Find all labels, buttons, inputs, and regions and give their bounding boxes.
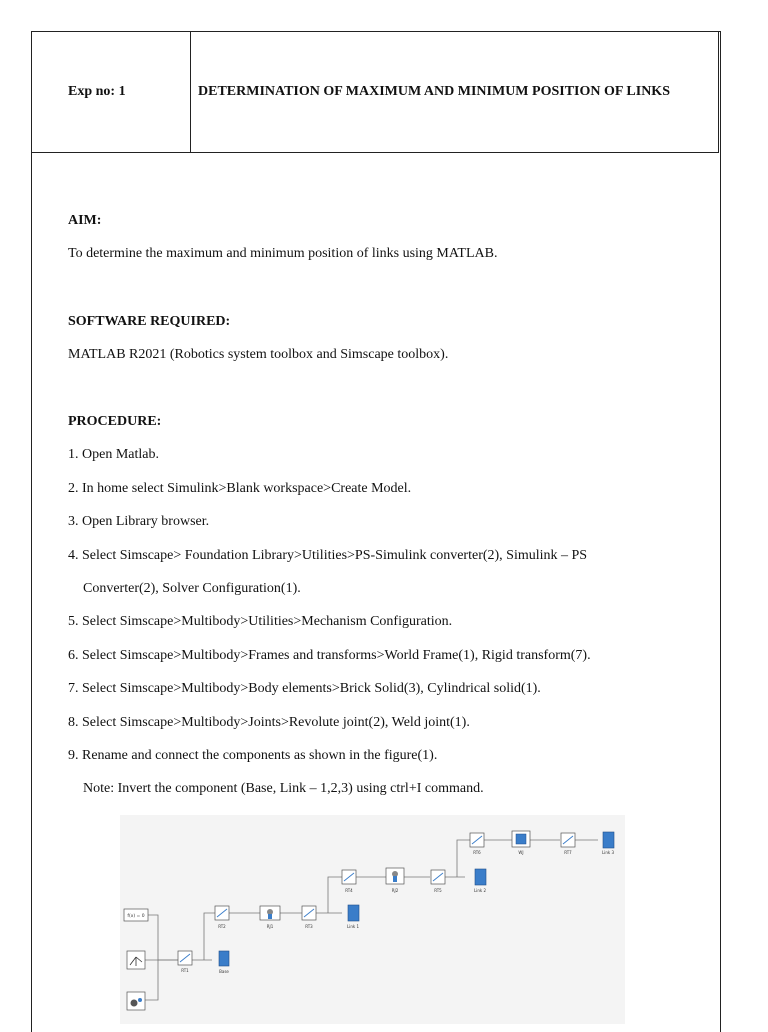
link3-label: Link 3	[601, 850, 615, 855]
weld-joint-icon	[516, 834, 526, 844]
joint-body-icon	[393, 876, 397, 882]
link2-brick-solid-block	[475, 869, 486, 885]
procedure-step: 2. In home select Simulink>Blank workspace>Create Model.	[68, 481, 412, 496]
experiment-number: Exp no: 1	[32, 32, 191, 152]
procedure-step: 4. Select Simscape> Foundation Library>Utilities>PS-Simulink converter(2), Simulink – PS	[68, 548, 588, 563]
simulink-model-figure	[120, 815, 625, 1024]
procedure-step: 3. Open Library browser.	[68, 514, 210, 529]
rt1-label: RT1	[181, 968, 189, 973]
rt5-label: RT5	[434, 888, 442, 893]
procedure-heading: PROCEDURE:	[68, 414, 162, 429]
procedure-step: 8. Select Simscape>Multibody>Joints>Revolute joint(2), Weld joint(1).	[68, 715, 470, 730]
gear-icon	[131, 1000, 138, 1007]
procedure-step: 7. Select Simscape>Multibody>Body elements>Brick Solid(3), Cylindrical solid(1).	[68, 681, 541, 696]
rt2-label: RT2	[218, 924, 226, 929]
aim-text: To determine the maximum and minimum position of links using MATLAB.	[68, 246, 498, 261]
mechanism-icon	[138, 998, 142, 1002]
link2-label: Link 2	[473, 888, 487, 893]
rt7-label: RT7	[564, 850, 572, 855]
rt6-label: RT6	[473, 850, 481, 855]
link3-brick-solid-block	[603, 832, 614, 848]
rt3-label: RT3	[305, 924, 313, 929]
link1-label: Link 1	[346, 924, 360, 929]
procedure-step: 1. Open Matlab.	[68, 447, 159, 462]
joint-body-icon	[268, 914, 272, 919]
aim-heading: AIM:	[68, 213, 102, 228]
connection-lines	[145, 840, 598, 1000]
rj2-label: RJ2	[391, 888, 399, 893]
experiment-title: DETERMINATION OF MAXIMUM AND MINIMUM POSITION OF LINKS	[198, 84, 670, 99]
software-heading: SOFTWARE REQUIRED:	[68, 314, 231, 329]
software-text: MATLAB R2021 (Robotics system toolbox and Simscape toolbox).	[68, 347, 449, 362]
link1-brick-solid-block	[348, 905, 359, 921]
model-diagram-svg	[120, 815, 625, 1024]
procedure-step-continuation: Converter(2), Solver Configuration(1).	[83, 581, 301, 596]
experiment-header	[31, 31, 719, 153]
procedure-step: 5. Select Simscape>Multibody>Utilities>Mechanism Configuration.	[68, 614, 453, 629]
solver-block-label: f(x) = 0	[127, 914, 145, 919]
procedure-note: Note: Invert the component (Base, Link – 1,2,3) using ctrl+I command.	[83, 781, 484, 796]
procedure-step: 6. Select Simscape>Multibody>Frames and transforms>World Frame(1), Rigid transform(7).	[68, 648, 591, 663]
base-brick-solid-block	[219, 951, 229, 966]
rt4-label: RT4	[345, 888, 353, 893]
procedure-step: 9. Rename and connect the components as shown in the figure(1).	[68, 748, 438, 763]
base-label: Base	[219, 969, 229, 974]
wj-label: WJ	[518, 850, 524, 855]
rj1-label: RJ1	[266, 924, 274, 929]
